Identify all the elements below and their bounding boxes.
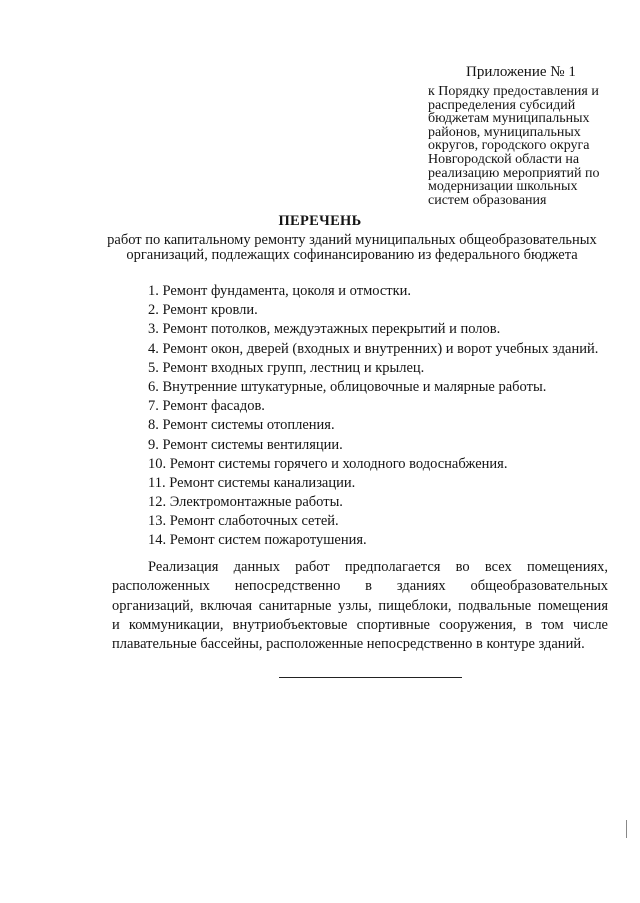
appendix-subtitle-line: систем образования — [428, 192, 547, 208]
list-item: 9. Ремонт системы вентиляции. — [148, 436, 343, 453]
list-item: 4. Ремонт окон, дверей (входных и внутренних) и ворот учебных зданий. — [148, 340, 599, 357]
document-title: ПЕРЕЧЕНЬ — [278, 213, 362, 229]
document-subtitle-line: организаций, подлежащих софинансированию из федерального бюджета — [126, 246, 578, 263]
list-item: 7. Ремонт фасадов. — [148, 398, 265, 415]
document-subtitle — [0, 233, 640, 262]
appendix-subtitle-line: распределения субсидий — [428, 97, 576, 113]
appendix-title: Приложение № 1 — [466, 64, 576, 80]
list-item: 12. Электромонтажные работы. — [148, 494, 343, 511]
scan-edge-mark — [626, 820, 627, 838]
appendix-subtitle-line: модернизации школьных — [428, 179, 578, 195]
appendix-subtitle-line: реализацию мероприятий по — [428, 165, 600, 181]
document-subtitle-line: работ по капитальному ремонту зданий муниципальных общеобразовательных — [107, 232, 597, 248]
body-paragraph — [112, 558, 608, 654]
list-item: 11. Ремонт системы канализации. — [148, 474, 356, 491]
appendix-subtitle — [428, 85, 628, 207]
list-item: 3. Ремонт потолков, междуэтажных перекрытий и полов. — [148, 321, 501, 338]
list-item: 6. Внутренние штукатурные, облицовочные и малярные работы. — [148, 378, 547, 395]
paragraph-line: плавательные бассейны, расположенные непосредственно в контуре зданий. — [112, 636, 585, 653]
appendix-subtitle-line: Новгородской области на — [428, 151, 580, 167]
appendix-subtitle-line: округов, городского округа — [428, 138, 590, 154]
work-list — [148, 282, 598, 551]
separator-line — [279, 677, 462, 678]
appendix-subtitle-line: районов, муниципальных — [428, 124, 581, 140]
paragraph-line: расположенных непосредственно в зданиях общеобразовательных — [112, 578, 608, 595]
list-item: 1. Ремонт фундамента, цоколя и отмостки. — [148, 283, 412, 299]
appendix-subtitle-line: бюджетам муниципальных — [428, 111, 590, 127]
paragraph-line — [112, 558, 608, 577]
paragraph-line: и коммуникации, внутриобъектовые спортивные сооружения, в том числе — [112, 616, 608, 633]
list-item: 10. Ремонт системы горячего и холодного водоснабжения. — [148, 455, 508, 472]
list-item: 13. Ремонт слаботочных сетей. — [148, 513, 339, 530]
paragraph-line: организаций, включая санитарные узлы, пищеблоки, подвальные помещения — [112, 597, 608, 614]
list-item: 2. Ремонт кровли. — [148, 302, 258, 319]
appendix-subtitle-line: к Порядку предоставления и — [428, 84, 599, 99]
list-item: 5. Ремонт входных групп, лестниц и крылец. — [148, 359, 425, 376]
list-item: 8. Ремонт системы отопления. — [148, 417, 335, 434]
list-item: 14. Ремонт систем пожаротушения. — [148, 532, 367, 549]
paragraph-line-text: Реализация данных работ предполагается во всех помещениях, — [148, 559, 608, 575]
